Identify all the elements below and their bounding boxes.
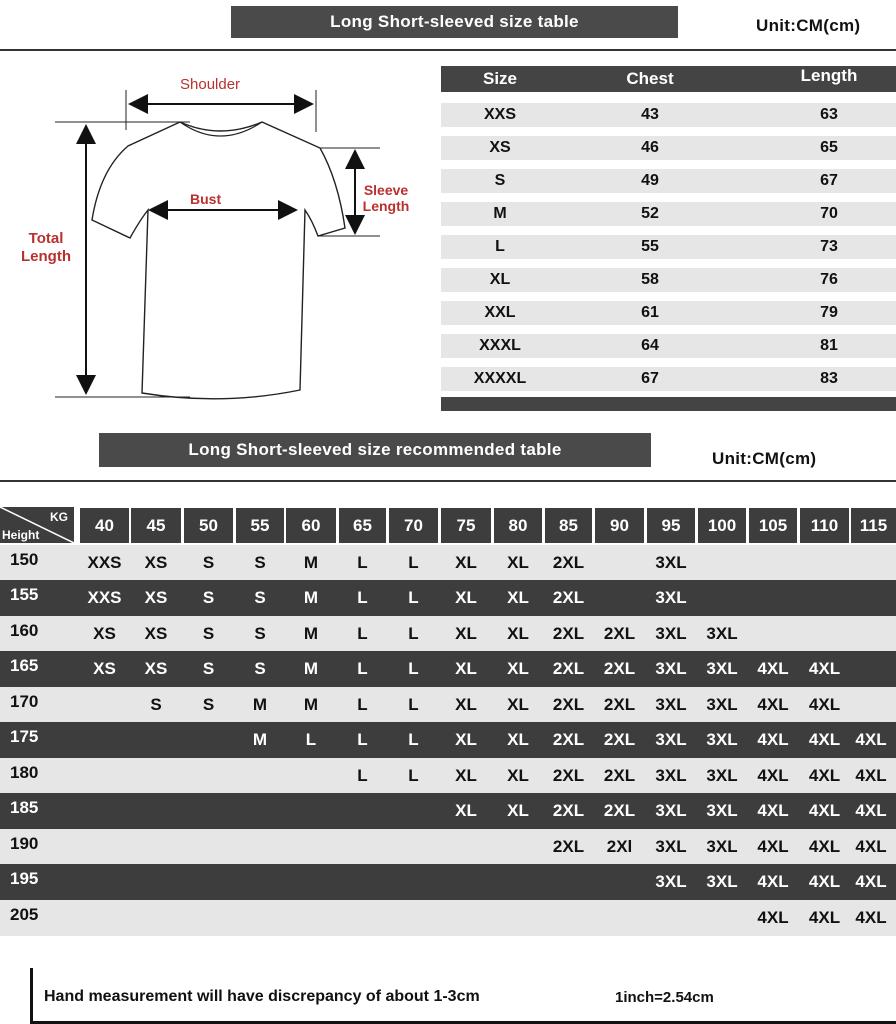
sleeve-length-label bbox=[360, 182, 412, 214]
size-recommendation-cell: 2XL bbox=[552, 695, 585, 714]
size-recommendation-cell: 4XL bbox=[855, 730, 887, 749]
size-recommendation-cell: M bbox=[252, 695, 268, 714]
header-length: Length bbox=[800, 66, 858, 85]
header-size: Size bbox=[482, 69, 518, 88]
size-recommendation-cell: XXS bbox=[87, 588, 122, 607]
size-recommendation-cell: XS bbox=[144, 588, 168, 607]
chest-cell: 49 bbox=[641, 172, 659, 189]
size-table-row bbox=[441, 103, 896, 127]
size-recommendation-cell: 2Xl bbox=[606, 837, 633, 856]
height-cell: 180 bbox=[10, 763, 39, 782]
size-recommendation-cell: L bbox=[357, 695, 368, 714]
size-recommendation-cell: 2XL bbox=[552, 588, 585, 607]
recommend-table-row bbox=[0, 651, 896, 687]
size-recommendation-cell: 4XL bbox=[757, 837, 789, 856]
size-recommendation-cell: 4XL bbox=[757, 659, 789, 678]
chest-cell: 58 bbox=[641, 271, 659, 288]
size-table-header bbox=[441, 66, 896, 92]
size-recommendation-cell: XL bbox=[507, 730, 529, 749]
size-recommendation-cell: 4XL bbox=[808, 908, 841, 927]
size-recommendation-cell: 3XL bbox=[655, 730, 687, 749]
length-cell: 79 bbox=[820, 304, 838, 321]
chest-cell: 61 bbox=[641, 304, 659, 321]
size-recommendation-cell: 4XL bbox=[757, 801, 789, 820]
length-cell: 83 bbox=[820, 370, 838, 387]
size-recommendation-cell: XS bbox=[144, 659, 168, 678]
height-cell: 150 bbox=[10, 550, 39, 569]
size-recommendation-cell: 4XL bbox=[808, 695, 841, 714]
size-recommendation-cell: XL bbox=[455, 730, 477, 749]
size-recommendation-cell: 2XL bbox=[552, 730, 585, 749]
size-recommendation-cell: 3XL bbox=[655, 624, 687, 643]
size-recommendation-cell: S bbox=[202, 553, 215, 572]
size-recommendation-cell: M bbox=[303, 588, 319, 607]
kg-header-cell: 110 bbox=[800, 508, 849, 543]
size-recommendation-cell: L bbox=[305, 730, 317, 749]
total-label-line1: Total bbox=[28, 230, 64, 247]
chest-cell: 46 bbox=[641, 139, 659, 156]
size-recommendation-cell: S bbox=[150, 695, 162, 714]
size-table-footer-bar bbox=[441, 397, 896, 411]
size-cell: XXS bbox=[483, 106, 516, 123]
size-table-row bbox=[441, 268, 896, 292]
size-recommendation-cell: 3XL bbox=[706, 730, 738, 749]
size-recommendation-cell: 2XL bbox=[552, 553, 585, 572]
size-recommendation-cell: 3XL bbox=[706, 695, 738, 714]
size-recommendation-cell: XL bbox=[507, 801, 529, 820]
size-recommendation-cell: 3XL bbox=[706, 766, 738, 785]
size-recommendation-cell: XL bbox=[455, 659, 477, 678]
size-recommendation-cell: M bbox=[303, 553, 319, 572]
total-length-label bbox=[14, 230, 78, 266]
size-recommendation-cell: 2XL bbox=[552, 766, 585, 785]
size-cell: XS bbox=[489, 139, 511, 156]
size-recommendation-cell: 3XL bbox=[655, 766, 687, 785]
measurement-note: Hand measurement will have discrepancy of about 1-3cm bbox=[44, 988, 480, 1005]
size-recommendation-cell: 2XL bbox=[603, 624, 636, 643]
size-recommendation-cell: 3XL bbox=[655, 553, 687, 572]
height-cell: 160 bbox=[10, 621, 39, 640]
size-recommendation-cell: XL bbox=[455, 588, 477, 607]
size-recommendation-cell: 2XL bbox=[603, 730, 636, 749]
length-cell: 76 bbox=[820, 271, 838, 288]
kg-header-cell: 65 bbox=[339, 508, 386, 543]
size-recommendation-cell: XL bbox=[507, 624, 529, 643]
size-recommendation-cell: XXS bbox=[87, 553, 122, 572]
size-cell: XXXL bbox=[479, 337, 521, 354]
footer-left-bar bbox=[30, 968, 33, 1024]
corner-height-label: Height bbox=[2, 528, 40, 542]
size-cell: XL bbox=[489, 271, 511, 288]
kg-header-cell: 55 bbox=[236, 508, 284, 543]
size-recommendation-cell: 3XL bbox=[706, 659, 738, 678]
size-recommendation-cell: 4XL bbox=[757, 695, 789, 714]
size-recommendation-cell: XS bbox=[144, 624, 168, 643]
size-recommendation-cell: S bbox=[202, 695, 215, 714]
size-recommendation-cell: 4XL bbox=[808, 872, 841, 891]
chest-cell: 55 bbox=[641, 238, 659, 255]
size-recommendation-cell: L bbox=[408, 730, 419, 749]
recommend-table-row bbox=[0, 687, 896, 723]
size-recommendation-cell: 4XL bbox=[757, 872, 789, 891]
length-cell: 81 bbox=[820, 337, 838, 354]
length-cell: 65 bbox=[820, 139, 838, 156]
size-recommendation-cell: L bbox=[357, 588, 368, 607]
size-recommendation-cell: S bbox=[254, 624, 266, 643]
size-recommendation-cell: 4XL bbox=[855, 801, 887, 820]
size-recommendation-cell: 4XL bbox=[855, 766, 887, 785]
size-recommendation-cell: 4XL bbox=[855, 908, 887, 927]
size-recommendation-cell: S bbox=[202, 588, 215, 607]
size-table-title: Long Short-sleeved size table bbox=[231, 6, 678, 38]
recommend-table-title: Long Short-sleeved size recommended table bbox=[99, 433, 651, 467]
size-recommendation-cell: XL bbox=[507, 553, 529, 572]
chest-cell: 52 bbox=[641, 205, 659, 222]
height-cell: 195 bbox=[10, 869, 39, 888]
size-recommendation-cell: L bbox=[408, 588, 419, 607]
height-cell: 170 bbox=[10, 692, 39, 711]
size-recommendation-cell: L bbox=[408, 659, 419, 678]
size-recommendation-cell: 2XL bbox=[552, 659, 585, 678]
recommend-table-row bbox=[0, 616, 896, 652]
size-recommendation-cell: S bbox=[202, 659, 215, 678]
size-recommendation-cell: 3XL bbox=[706, 801, 738, 820]
height-cell: 165 bbox=[10, 656, 39, 675]
size-recommendation-cell: S bbox=[202, 624, 215, 643]
size-recommendation-cell: L bbox=[408, 695, 419, 714]
size-recommendation-cell: 3XL bbox=[655, 872, 687, 891]
size-recommendation-cell: M bbox=[303, 659, 319, 678]
sleeve-label-line1: Sleeve bbox=[363, 182, 409, 198]
recommend-table-row bbox=[0, 829, 896, 865]
size-recommendation-cell: XS bbox=[93, 659, 116, 678]
size-recommendation-cell: 2XL bbox=[552, 801, 585, 820]
size-cell: S bbox=[494, 172, 506, 189]
size-recommendation-cell: 4XL bbox=[757, 730, 789, 749]
size-cell: XXL bbox=[484, 304, 516, 321]
size-recommendation-cell: 4XL bbox=[808, 730, 841, 749]
tshirt-outline bbox=[92, 122, 345, 399]
size-recommendation-cell: 3XL bbox=[655, 588, 687, 607]
sleeve-label-line2: Length bbox=[362, 198, 410, 214]
size-recommendation-cell: L bbox=[357, 553, 368, 572]
size-recommendation-cell: 2XL bbox=[603, 659, 636, 678]
size-recommendation-cell: M bbox=[252, 730, 268, 749]
height-cell: 185 bbox=[10, 798, 39, 817]
size-recommendation-cell: 2XL bbox=[603, 801, 636, 820]
size-recommendation-cell: 2XL bbox=[603, 766, 636, 785]
chest-cell: 43 bbox=[641, 106, 659, 123]
size-recommendation-cell: 2XL bbox=[552, 624, 585, 643]
size-recommendation-cell: L bbox=[408, 766, 419, 785]
kg-header-cell: 90 bbox=[595, 508, 644, 543]
size-recommendation-cell: 3XL bbox=[655, 801, 687, 820]
recommend-table-row bbox=[0, 864, 896, 900]
recommend-table-row bbox=[0, 900, 896, 936]
size-recommendation-cell: 4XL bbox=[757, 766, 789, 785]
kg-header-cell: 85 bbox=[545, 508, 592, 543]
size-recommendation-cell: S bbox=[254, 553, 266, 572]
recommend-table-row bbox=[0, 758, 896, 794]
size-recommendation-cell: 4XL bbox=[808, 801, 841, 820]
size-cell: M bbox=[493, 205, 507, 222]
size-recommendation-cell: XL bbox=[455, 695, 477, 714]
size-recommendation-cell: 4XL bbox=[808, 837, 841, 856]
size-recommendation-cell: XL bbox=[455, 553, 477, 572]
kg-header-cell: 50 bbox=[184, 508, 233, 543]
length-cell: 67 bbox=[820, 172, 838, 189]
size-table-row bbox=[441, 367, 896, 391]
height-cell: 205 bbox=[10, 905, 39, 924]
size-recommendation-cell: L bbox=[357, 766, 368, 785]
size-recommendation-cell: L bbox=[357, 730, 368, 749]
size-recommendation-cell: XL bbox=[455, 766, 477, 785]
size-recommendation-cell: L bbox=[357, 659, 368, 678]
size-recommendation-cell: 2XL bbox=[552, 837, 585, 856]
kg-header-cell: 100 bbox=[698, 508, 746, 543]
chest-cell: 64 bbox=[641, 337, 659, 354]
size-recommendation-cell: XL bbox=[507, 659, 529, 678]
size-recommendation-cell: XS bbox=[93, 624, 116, 643]
size-table-row bbox=[441, 202, 896, 226]
size-recommendation-cell: 4XL bbox=[757, 908, 789, 927]
header-chest: Chest bbox=[626, 69, 674, 88]
kg-header-cell: 115 bbox=[851, 508, 896, 543]
size-recommendation-cell: S bbox=[254, 588, 266, 607]
size-recommendation-cell: L bbox=[408, 624, 419, 643]
length-cell: 73 bbox=[820, 238, 838, 255]
size-table-row bbox=[441, 334, 896, 358]
kg-header-cell: 45 bbox=[131, 508, 181, 543]
size-table-unit: Unit:CM(cm) bbox=[756, 16, 861, 35]
size-recommendation-cell: 4XL bbox=[808, 766, 841, 785]
kg-header-cell: 95 bbox=[647, 508, 695, 543]
kg-header-cell: 70 bbox=[389, 508, 438, 543]
bust-label: Bust bbox=[190, 191, 222, 207]
size-recommendation-cell: 3XL bbox=[706, 872, 738, 891]
kg-header-cell: 40 bbox=[80, 508, 129, 543]
size-recommendation-cell: 3XL bbox=[706, 837, 738, 856]
size-recommendation-cell: XL bbox=[507, 588, 529, 607]
size-recommendation-cell: L bbox=[357, 624, 368, 643]
size-table-row bbox=[441, 136, 896, 160]
kg-header-cell: 80 bbox=[494, 508, 542, 543]
size-recommendation-cell: 3XL bbox=[706, 624, 738, 643]
size-recommendation-cell: 3XL bbox=[655, 837, 687, 856]
size-recommendation-cell: XL bbox=[507, 695, 529, 714]
height-cell: 175 bbox=[10, 727, 39, 746]
size-table-row bbox=[441, 235, 896, 259]
size-recommendation-cell: 2XL bbox=[603, 695, 636, 714]
size-recommendation-cell: XL bbox=[455, 624, 477, 643]
size-recommendation-cell: M bbox=[303, 624, 319, 643]
corner-kg-label: KG bbox=[50, 510, 68, 524]
length-cell: 63 bbox=[820, 106, 838, 123]
inch-conversion: 1inch=2.54cm bbox=[615, 989, 714, 1006]
size-recommendation-cell: 3XL bbox=[655, 695, 687, 714]
size-cell: L bbox=[495, 238, 505, 255]
size-recommendation-cell: XL bbox=[455, 801, 477, 820]
total-label-line2: Length bbox=[21, 248, 71, 265]
corner-cell bbox=[0, 507, 74, 543]
length-cell: 70 bbox=[820, 205, 838, 222]
size-recommendation-cell: 4XL bbox=[808, 659, 841, 678]
size-recommendation-cell: 3XL bbox=[655, 659, 687, 678]
height-cell: 155 bbox=[10, 585, 39, 604]
size-recommendation-cell: S bbox=[254, 659, 266, 678]
size-recommendation-cell: M bbox=[303, 695, 319, 714]
size-table-row bbox=[441, 169, 896, 193]
recommend-table-row bbox=[0, 793, 896, 829]
size-recommendation-cell: 4XL bbox=[855, 837, 887, 856]
recommend-table-row bbox=[0, 545, 896, 581]
kg-header-cell: 75 bbox=[441, 508, 491, 543]
recommend-table-unit: Unit:CM(cm) bbox=[712, 449, 817, 468]
height-cell: 190 bbox=[10, 834, 39, 853]
middle-divider bbox=[0, 480, 896, 482]
chest-cell: 67 bbox=[641, 370, 659, 387]
recommend-table-row bbox=[0, 580, 896, 616]
size-recommendation-cell: 4XL bbox=[855, 872, 887, 891]
recommend-table-row bbox=[0, 722, 896, 758]
kg-header-cell: 60 bbox=[286, 508, 336, 543]
kg-header-cell: 105 bbox=[749, 508, 797, 543]
top-divider bbox=[0, 49, 896, 51]
size-recommendation-cell: XL bbox=[507, 766, 529, 785]
size-recommendation-cell: XS bbox=[144, 553, 168, 572]
size-table-row bbox=[441, 301, 896, 325]
shoulder-label: Shoulder bbox=[180, 76, 241, 93]
size-cell: XXXXL bbox=[473, 370, 527, 387]
size-recommendation-cell: L bbox=[408, 553, 419, 572]
